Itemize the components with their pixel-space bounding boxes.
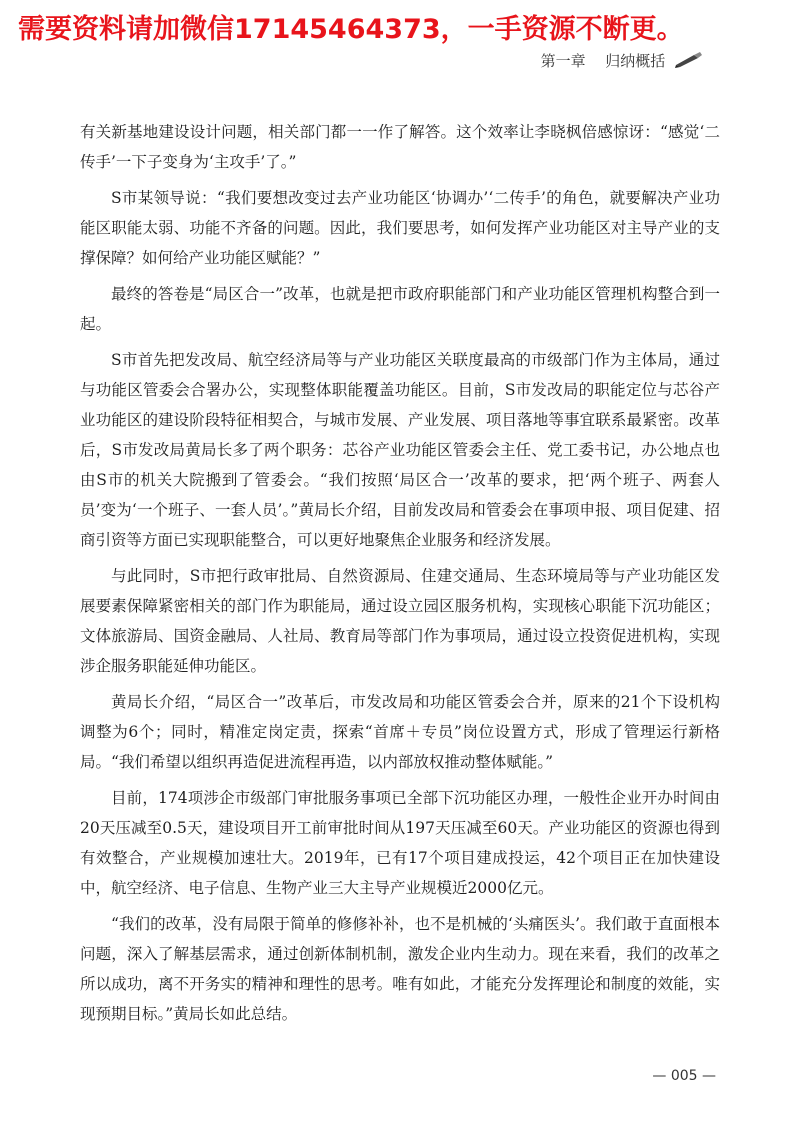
page-body	[80, 117, 720, 1035]
chapter-title: 归纳概括	[605, 52, 666, 70]
pen-icon	[674, 51, 704, 73]
page-number: — 005 —	[652, 1068, 716, 1084]
chapter-number: 第一章	[540, 52, 586, 70]
watermark-banner: 需要资料请加微信17145464373，一手资源不断更。	[18, 14, 684, 45]
paragraph: 最终的答卷是“局区合一”改革，也就是把市政府职能部门和产业功能区管理机构整合到一起。	[80, 285, 720, 333]
running-header	[541, 50, 704, 73]
paragraph: 有关新基地建设设计问题，相关部门都一一作了解答。这个效率让李晓枫倍感惊讶：“感觉‘二传手’一下子变身为‘主攻手’了。”	[80, 123, 720, 171]
paragraph: 与此同时，S市把行政审批局、自然资源局、住建交通局、生态环境局等与产业功能区发展要素保障紧密相关的部门作为职能局，通过设立园区服务机构，实现核心职能下沉功能区；文体旅游局、国资金融局、人社局、教育局等部门作为事项局，通过设立投资促进机构，实现涉企服务职能延伸功能区。	[80, 567, 720, 675]
paragraph: S市首先把发改局、航空经济局等与产业功能区关联度最高的市级部门作为主体局，通过与功能区管委会合署办公，实现整体职能覆盖功能区。目前，S市发改局的职能定位与芯谷产业功能区的建设阶段特征相契合，与城市发展、产业发展、项目落地等事宜联系最紧密。改革后，S市发改局黄局长多了两个职务：芯谷产业功能区管委会主任、党工委书记，办公地点也由S市的机关大院搬到了管委会。“我们按照‘局区合一’改革的要求，把‘两个班子、两套人员’变为‘一个班子、一套人员’。”黄局长介绍，目前发改局和管委会在事项申报、项目促建、招商引资等方面已实现职能整合，可以更好地聚焦企业服务和经济发展。	[80, 351, 720, 549]
paragraph: “我们的改革，没有局限于简单的修修补补，也不是机械的‘头痛医头’。我们敢于直面根本问题，深入了解基层需求，通过创新体制机制，激发企业内生动力。现在来看，我们的改革之所以成功，离不开务实的精神和理性的思考。唯有如此，才能充分发挥理论和制度的效能，实现预期目标。”黄局长如此总结。	[80, 915, 720, 1023]
paragraph: 黄局长介绍，“局区合一”改革后，市发改局和功能区管委会合并，原来的21个下设机构调整为6个；同时，精准定岗定责，探索“首席＋专员”岗位设置方式，形成了管理运行新格局。“我们希望以组织再造促进流程再造，以内部放权推动整体赋能。”	[80, 693, 720, 771]
paragraph: S市某领导说：“我们要想改变过去产业功能区‘协调办’‘二传手’的角色，就要解决产业功能区职能太弱、功能不齐备的问题。因此，我们要思考，如何发挥产业功能区对主导产业的支撑保障？如何给产业功能区赋能？”	[80, 189, 720, 267]
paragraph: 目前，174项涉企市级部门审批服务事项已全部下沉功能区办理，一般性企业开办时间由20天压减至0.5天，建设项目开工前审批时间从197天压减至60天。产业功能区的资源也得到有效整合，产业规模加速壮大。2019年，已有17个项目建成投运，42个项目正在加快建设中，航空经济、电子信息、生物产业三大主导产业规模近2000亿元。	[80, 789, 720, 897]
